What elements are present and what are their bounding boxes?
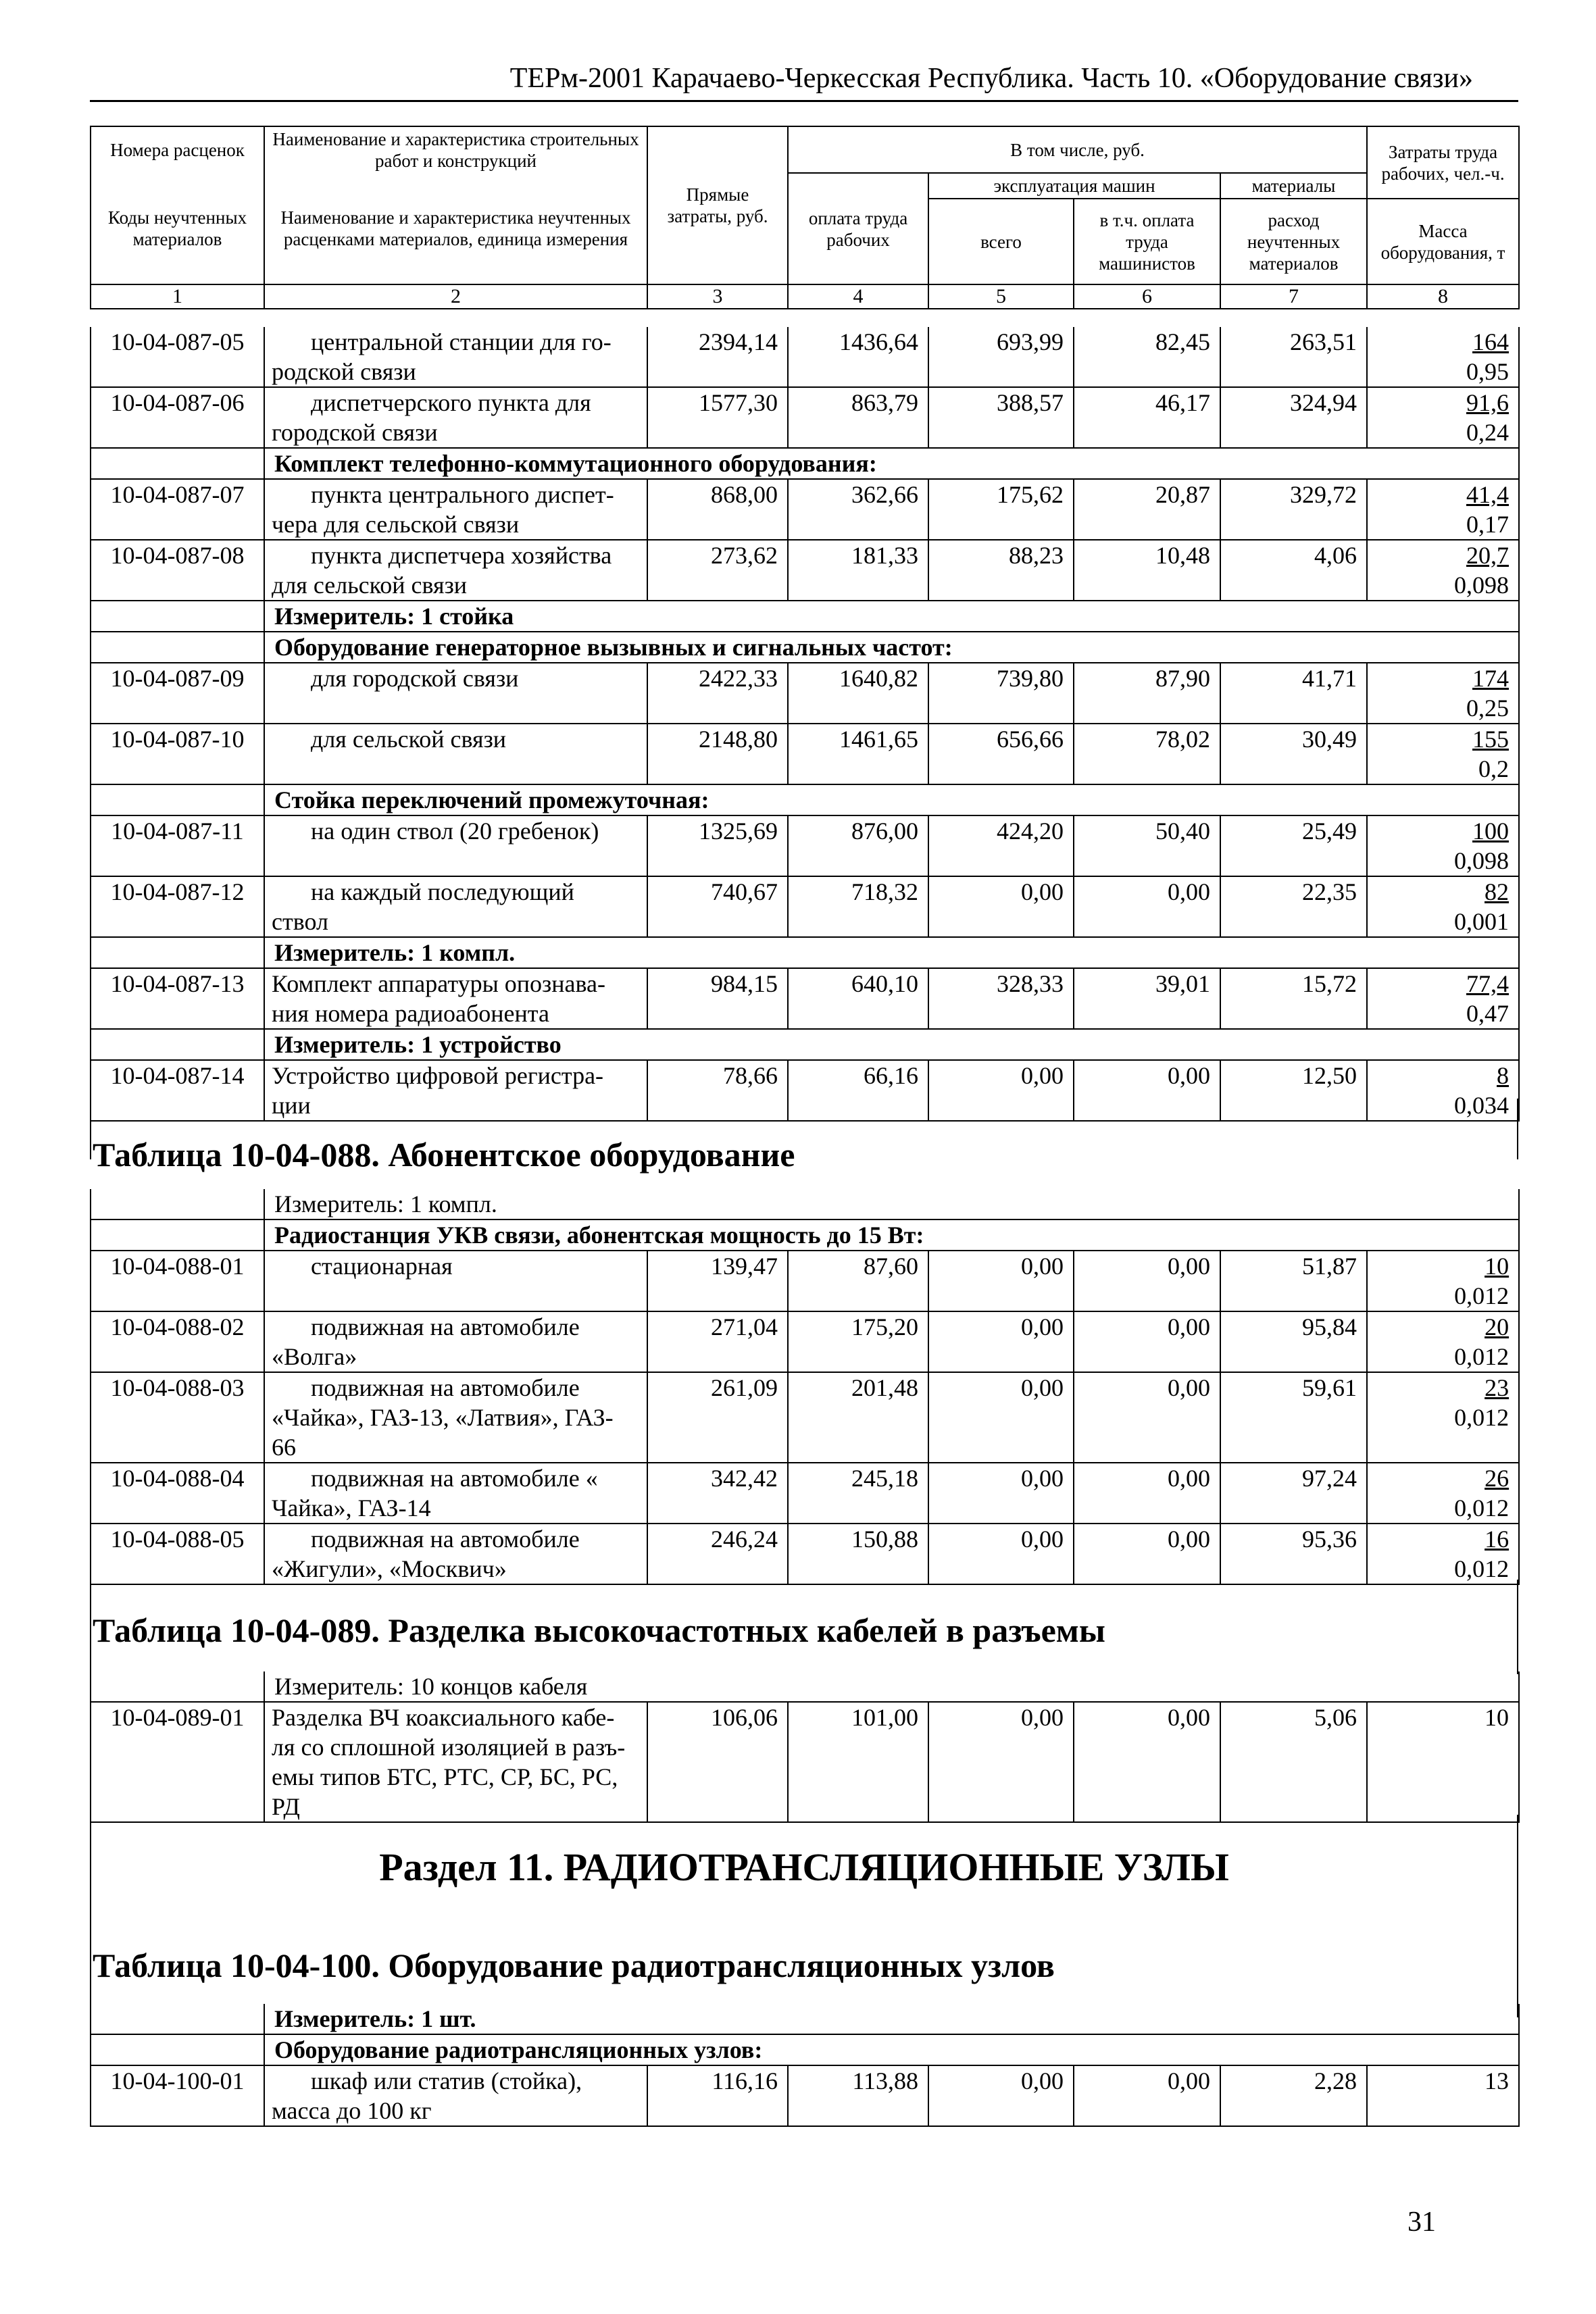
machines-total: 0,00 xyxy=(928,1524,1074,1584)
worker-pay: 245,18 xyxy=(788,1463,928,1524)
worker-pay: 175,20 xyxy=(788,1311,928,1372)
direct-costs: 139,47 xyxy=(647,1251,788,1311)
meter-label: Измеритель: 1 шт. xyxy=(264,2004,1519,2034)
rate-name: Устройство цифровой регистра- ции xyxy=(264,1060,647,1121)
meter-label: Измеритель: 1 стойка xyxy=(264,601,1519,632)
rates-table-100 xyxy=(90,2004,1520,2127)
machinist-pay: 0,00 xyxy=(1074,2065,1220,2126)
group-heading-row xyxy=(91,1219,1519,1251)
direct-costs: 261,09 xyxy=(647,1372,788,1463)
labor-mass: 41,4 0,17 xyxy=(1367,479,1519,540)
rate-name: пункта диспетчера хозяйства для сельской связи xyxy=(264,540,647,601)
meter-row xyxy=(91,1189,1519,1219)
materials-cost: 30,49 xyxy=(1220,724,1367,784)
table-row xyxy=(91,2065,1519,2126)
materials-cost: 4,06 xyxy=(1220,540,1367,601)
header-materials: материалы xyxy=(1220,173,1367,199)
direct-costs: 2422,33 xyxy=(647,663,788,724)
rates-table-088 xyxy=(90,1189,1520,1585)
direct-costs: 1325,69 xyxy=(647,815,788,876)
rate-code: 10-04-087-08 xyxy=(91,540,264,601)
materials-cost: 2,28 xyxy=(1220,2065,1367,2126)
worker-pay: 718,32 xyxy=(788,876,928,937)
rates-table-087 xyxy=(90,327,1520,1122)
rate-name: для городской связи xyxy=(264,663,647,724)
group-heading-row xyxy=(91,2034,1519,2065)
rate-name: Комплект аппаратуры опознава- ния номера радиоабонента xyxy=(264,968,647,1029)
group-heading-row xyxy=(91,448,1519,479)
materials-cost: 263,51 xyxy=(1220,327,1367,387)
machines-total: 0,00 xyxy=(928,1311,1074,1372)
worker-pay: 362,66 xyxy=(788,479,928,540)
meter-row xyxy=(91,601,1519,632)
rate-name: шкаф или статив (стойка), масса до 100 кг xyxy=(264,2065,647,2126)
direct-costs: 984,15 xyxy=(647,968,788,1029)
direct-costs: 2394,14 xyxy=(647,327,788,387)
table-row xyxy=(91,1372,1519,1463)
machinist-pay: 0,00 xyxy=(1074,1702,1220,1822)
group-heading: Комплект телефонно-коммутационного оборудования: xyxy=(264,448,1519,479)
direct-costs: 273,62 xyxy=(647,540,788,601)
header-including: В том числе, руб. xyxy=(788,126,1367,173)
materials-cost: 12,50 xyxy=(1220,1060,1367,1121)
rate-code: 10-04-087-14 xyxy=(91,1060,264,1121)
materials-cost: 329,72 xyxy=(1220,479,1367,540)
rate-code: 10-04-089-01 xyxy=(91,1702,264,1822)
group-heading: Радиостанция УКВ связи, абонентская мощность до 15 Вт: xyxy=(264,1219,1519,1251)
materials-cost: 97,24 xyxy=(1220,1463,1367,1524)
header-material-codes: Коды неучтенных материалов xyxy=(91,173,264,284)
group-heading: Оборудование генераторное вызывных и сигнальных частот: xyxy=(264,632,1519,663)
group-heading: Стойка переключений промежуточная: xyxy=(264,784,1519,815)
column-index: 8 xyxy=(1367,284,1519,309)
header-labor-costs: Затраты труда рабочих, чел.-ч. xyxy=(1367,126,1519,199)
table-row xyxy=(91,1702,1519,1822)
header-material-name: Наименование и характеристика неучтенных расценками материалов, единица измерения xyxy=(264,173,647,284)
meter-row xyxy=(91,1671,1519,1702)
rate-code: 10-04-088-05 xyxy=(91,1524,264,1584)
header-equipment-mass: Масса оборудования, т xyxy=(1367,199,1519,284)
machines-total: 0,00 xyxy=(928,1702,1074,1822)
machines-total: 693,99 xyxy=(928,327,1074,387)
materials-cost: 25,49 xyxy=(1220,815,1367,876)
rate-name: подвижная на автомобиле « Чайка», ГАЗ-14 xyxy=(264,1463,647,1524)
column-header-table xyxy=(90,126,1520,309)
worker-pay: 66,16 xyxy=(788,1060,928,1121)
header-direct-costs: Прямые затраты, руб. xyxy=(647,126,788,284)
table-row xyxy=(91,479,1519,540)
column-index: 6 xyxy=(1074,284,1220,309)
worker-pay: 876,00 xyxy=(788,815,928,876)
machines-total: 0,00 xyxy=(928,1463,1074,1524)
rate-code: 10-04-087-07 xyxy=(91,479,264,540)
machinist-pay: 0,00 xyxy=(1074,1060,1220,1121)
rate-code: 10-04-100-01 xyxy=(91,2065,264,2126)
table-row xyxy=(91,1524,1519,1584)
table-088-title: Таблица 10-04-088. Абонентское оборудование xyxy=(93,1136,795,1174)
rate-code: 10-04-088-03 xyxy=(91,1372,264,1463)
direct-costs: 1577,30 xyxy=(647,387,788,448)
machinist-pay: 0,00 xyxy=(1074,1251,1220,1311)
machinist-pay: 0,00 xyxy=(1074,1372,1220,1463)
column-index: 5 xyxy=(928,284,1074,309)
rate-code: 10-04-088-02 xyxy=(91,1311,264,1372)
rate-name: на каждый последующий ствол xyxy=(264,876,647,937)
labor-mass: 16 0,012 xyxy=(1367,1524,1519,1584)
direct-costs: 2148,80 xyxy=(647,724,788,784)
table-row xyxy=(91,876,1519,937)
machines-total: 88,23 xyxy=(928,540,1074,601)
labor-mass: 164 0,95 xyxy=(1367,327,1519,387)
worker-pay: 640,10 xyxy=(788,968,928,1029)
rate-code: 10-04-087-05 xyxy=(91,327,264,387)
labor-mass: 20,7 0,098 xyxy=(1367,540,1519,601)
table-row xyxy=(91,815,1519,876)
machinist-pay: 87,90 xyxy=(1074,663,1220,724)
labor-mass: 23 0,012 xyxy=(1367,1372,1519,1463)
worker-pay: 1640,82 xyxy=(788,663,928,724)
machines-total: 0,00 xyxy=(928,876,1074,937)
page-number: 31 xyxy=(1407,2207,1436,2238)
machines-total: 0,00 xyxy=(928,1372,1074,1463)
machinist-pay: 39,01 xyxy=(1074,968,1220,1029)
machinist-pay: 46,17 xyxy=(1074,387,1220,448)
machines-total: 388,57 xyxy=(928,387,1074,448)
machinist-pay: 0,00 xyxy=(1074,1524,1220,1584)
rate-name: для сельской связи xyxy=(264,724,647,784)
machinist-pay: 50,40 xyxy=(1074,815,1220,876)
materials-cost: 22,35 xyxy=(1220,876,1367,937)
machines-total: 0,00 xyxy=(928,1060,1074,1121)
machines-total: 424,20 xyxy=(928,815,1074,876)
machines-total: 0,00 xyxy=(928,2065,1074,2126)
running-head: ТЕРм-2001 Карачаево-Черкесская Республика. Часть 10. «Оборудование связи» xyxy=(509,63,1473,94)
rate-code: 10-04-087-12 xyxy=(91,876,264,937)
labor-mass: 155 0,2 xyxy=(1367,724,1519,784)
rate-name: подвижная на автомобиле «Чайка», ГАЗ-13, «Латвия», ГАЗ- 66 xyxy=(264,1372,647,1463)
labor-mass: 13 xyxy=(1367,2065,1519,2126)
table-row xyxy=(91,1311,1519,1372)
header-work-name: Наименование и характеристика строительных работ и конструкций xyxy=(264,126,647,173)
rate-name: подвижная на автомобиле «Волга» xyxy=(264,1311,647,1372)
rate-code: 10-04-087-11 xyxy=(91,815,264,876)
labor-mass: 174 0,25 xyxy=(1367,663,1519,724)
worker-pay: 101,00 xyxy=(788,1702,928,1822)
materials-cost: 15,72 xyxy=(1220,968,1367,1029)
rate-name: центральной станции для го- родской связи xyxy=(264,327,647,387)
rate-name: диспетчерского пункта для городской связи xyxy=(264,387,647,448)
column-index: 2 xyxy=(264,284,647,309)
machines-total: 0,00 xyxy=(928,1251,1074,1311)
group-heading-row xyxy=(91,632,1519,663)
header-material-use: расход неучтенных материалов xyxy=(1220,199,1367,284)
rates-table-089 xyxy=(90,1671,1520,1823)
machinist-pay: 82,45 xyxy=(1074,327,1220,387)
rate-name: Разделка ВЧ коаксиального кабе- ля со сплошной изоляцией в разъ- емы типов БТС, РТС, СР, БС, РС, РД xyxy=(264,1702,647,1822)
header-machines: эксплуатация машин xyxy=(928,173,1220,199)
direct-costs: 868,00 xyxy=(647,479,788,540)
rate-name: подвижная на автомобиле «Жигули», «Москвич» xyxy=(264,1524,647,1584)
meter-label: Измеритель: 1 компл. xyxy=(264,1189,1519,1219)
table-row xyxy=(91,1251,1519,1311)
header-machines-total: всего xyxy=(928,199,1074,284)
worker-pay: 181,33 xyxy=(788,540,928,601)
rate-name: пункта центрального диспет- чера для сельской связи xyxy=(264,479,647,540)
materials-cost: 324,94 xyxy=(1220,387,1367,448)
section-11-title: Раздел 11. РАДИОТРАНСЛЯЦИОННЫЕ УЗЛЫ xyxy=(379,1845,1229,1889)
direct-costs: 116,16 xyxy=(647,2065,788,2126)
materials-cost: 95,84 xyxy=(1220,1311,1367,1372)
machinist-pay: 78,02 xyxy=(1074,724,1220,784)
table-row xyxy=(91,327,1519,387)
machines-total: 175,62 xyxy=(928,479,1074,540)
machines-total: 656,66 xyxy=(928,724,1074,784)
header-machinist-pay: в т.ч. оплата труда машинистов xyxy=(1074,199,1220,284)
table-100-title: Таблица 10-04-100. Оборудование радиотрансляционных узлов xyxy=(93,1946,1055,1984)
header-rate-numbers: Номера расценок xyxy=(91,126,264,173)
machines-total: 328,33 xyxy=(928,968,1074,1029)
table-row xyxy=(91,724,1519,784)
direct-costs: 342,42 xyxy=(647,1463,788,1524)
materials-cost: 95,36 xyxy=(1220,1524,1367,1584)
rate-name: на один ствол (20 гребенок) xyxy=(264,815,647,876)
machinist-pay: 0,00 xyxy=(1074,1311,1220,1372)
rate-code: 10-04-087-06 xyxy=(91,387,264,448)
rate-code: 10-04-087-13 xyxy=(91,968,264,1029)
meter-label: Измеритель: 1 устройство xyxy=(264,1029,1519,1060)
worker-pay: 113,88 xyxy=(788,2065,928,2126)
header-worker-pay: оплата труда рабочих xyxy=(788,173,928,284)
direct-costs: 246,24 xyxy=(647,1524,788,1584)
labor-mass: 82 0,001 xyxy=(1367,876,1519,937)
group-heading: Оборудование радиотрансляционных узлов: xyxy=(264,2034,1519,2065)
worker-pay: 1436,64 xyxy=(788,327,928,387)
table-089-title: Таблица 10-04-089. Разделка высокочастотных кабелей в разъемы xyxy=(93,1611,1105,1649)
meter-label: Измеритель: 1 компл. xyxy=(264,937,1519,968)
labor-mass: 10 xyxy=(1367,1702,1519,1822)
column-index: 7 xyxy=(1220,284,1367,309)
rate-code: 10-04-088-04 xyxy=(91,1463,264,1524)
worker-pay: 201,48 xyxy=(788,1372,928,1463)
labor-mass: 8 0,034 xyxy=(1367,1060,1519,1121)
rate-code: 10-04-088-01 xyxy=(91,1251,264,1311)
machinist-pay: 0,00 xyxy=(1074,1463,1220,1524)
column-index: 4 xyxy=(788,284,928,309)
meter-row xyxy=(91,1029,1519,1060)
meter-row xyxy=(91,2004,1519,2034)
rate-code: 10-04-087-10 xyxy=(91,724,264,784)
rate-code: 10-04-087-09 xyxy=(91,663,264,724)
worker-pay: 1461,65 xyxy=(788,724,928,784)
labor-mass: 10 0,012 xyxy=(1367,1251,1519,1311)
direct-costs: 740,67 xyxy=(647,876,788,937)
direct-costs: 106,06 xyxy=(647,1702,788,1822)
header-rule xyxy=(90,100,1518,102)
table-row xyxy=(91,540,1519,601)
group-heading-row xyxy=(91,784,1519,815)
labor-mass: 26 0,012 xyxy=(1367,1463,1519,1524)
direct-costs: 271,04 xyxy=(647,1311,788,1372)
labor-mass: 91,6 0,24 xyxy=(1367,387,1519,448)
labor-mass: 77,4 0,47 xyxy=(1367,968,1519,1029)
machinist-pay: 20,87 xyxy=(1074,479,1220,540)
labor-mass: 100 0,098 xyxy=(1367,815,1519,876)
table-row xyxy=(91,387,1519,448)
machines-total: 739,80 xyxy=(928,663,1074,724)
materials-cost: 51,87 xyxy=(1220,1251,1367,1311)
materials-cost: 41,71 xyxy=(1220,663,1367,724)
worker-pay: 87,60 xyxy=(788,1251,928,1311)
machinist-pay: 10,48 xyxy=(1074,540,1220,601)
worker-pay: 150,88 xyxy=(788,1524,928,1584)
materials-cost: 59,61 xyxy=(1220,1372,1367,1463)
machinist-pay: 0,00 xyxy=(1074,876,1220,937)
labor-mass: 20 0,012 xyxy=(1367,1311,1519,1372)
worker-pay: 863,79 xyxy=(788,387,928,448)
column-index: 1 xyxy=(91,284,264,309)
table-row xyxy=(91,1463,1519,1524)
table-row xyxy=(91,663,1519,724)
materials-cost: 5,06 xyxy=(1220,1702,1367,1822)
meter-row xyxy=(91,937,1519,968)
column-index: 3 xyxy=(647,284,788,309)
direct-costs: 78,66 xyxy=(647,1060,788,1121)
rate-name: стационарная xyxy=(264,1251,647,1311)
meter-label: Измеритель: 10 концов кабеля xyxy=(264,1671,1519,1702)
table-row xyxy=(91,968,1519,1029)
